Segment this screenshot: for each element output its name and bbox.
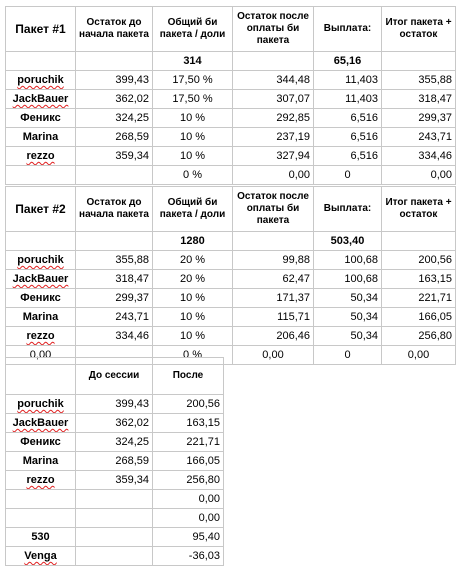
balance-after: 206,46	[233, 327, 314, 346]
before-session: 359,34	[76, 471, 153, 490]
balance-after: 327,94	[233, 147, 314, 166]
payout: 0	[314, 346, 382, 365]
balance-after: 344,48	[233, 71, 314, 90]
bi-share: 10 %	[153, 128, 233, 147]
table-row	[6, 414, 224, 433]
payout: 100,68	[314, 251, 382, 270]
before-session: 324,25	[76, 433, 153, 452]
after-session: 95,40	[153, 528, 224, 547]
packet2-title: Пакет #2	[6, 187, 76, 232]
balance-after: 307,07	[233, 90, 314, 109]
before-session	[76, 528, 153, 547]
packet2-total-bi: 1280	[153, 232, 233, 251]
packet2-header-total: Итог пакета + остаток	[382, 187, 456, 232]
player-name: poruchik	[6, 71, 76, 90]
after-session: 163,15	[153, 414, 224, 433]
total: 221,71	[382, 289, 456, 308]
payout: 6,516	[314, 128, 382, 147]
packet1-header-bi-share: Общий би пакета / доли	[153, 7, 233, 52]
player-name: poruchik	[6, 395, 76, 414]
packet2-header-row	[6, 187, 456, 232]
after-session: 166,05	[153, 452, 224, 471]
player-name: Феникс	[6, 109, 76, 128]
total: 0,00	[382, 166, 456, 185]
table-row	[6, 547, 224, 566]
table-row	[6, 308, 456, 327]
bi-share: 10 %	[153, 327, 233, 346]
balance-before: 399,43	[76, 71, 153, 90]
player-name: 0,00	[6, 346, 76, 365]
table-row	[6, 109, 456, 128]
table-row	[6, 71, 456, 90]
balance-after: 0,00	[233, 166, 314, 185]
player-name: Феникс	[6, 433, 76, 452]
table-row	[6, 490, 224, 509]
before-session: 399,43	[76, 395, 153, 414]
player-name: JackBauer	[6, 414, 76, 433]
total: 0,00	[382, 346, 456, 365]
total: 256,80	[382, 327, 456, 346]
bi-share: 0 %	[153, 166, 233, 185]
balance-after: 62,47	[233, 270, 314, 289]
total: 166,05	[382, 308, 456, 327]
payout: 50,34	[314, 308, 382, 327]
packet1-header-total: Итог пакета + остаток	[382, 7, 456, 52]
packet2-header-payout: Выплата:	[314, 187, 382, 232]
table-row	[6, 452, 224, 471]
player-name: Marina	[6, 308, 76, 327]
balance-after: 171,37	[233, 289, 314, 308]
bi-share: 17,50 %	[153, 90, 233, 109]
table-row	[6, 147, 456, 166]
bi-share: 10 %	[153, 109, 233, 128]
packet1-title: Пакет #1	[6, 7, 76, 52]
total: 334,46	[382, 147, 456, 166]
player-name: Marina	[6, 452, 76, 471]
balance-before: 355,88	[76, 251, 153, 270]
bi-share: 10 %	[153, 289, 233, 308]
player-name: Феникс	[6, 289, 76, 308]
balance-before: 268,59	[76, 128, 153, 147]
total: 163,15	[382, 270, 456, 289]
packet1-total-bi: 314	[153, 52, 233, 71]
before-session	[76, 547, 153, 566]
player-name: Venga	[6, 547, 76, 566]
packet1-header-balance-before: Остаток до начала пакета	[76, 7, 153, 52]
table-row	[6, 528, 224, 547]
payout: 6,516	[314, 147, 382, 166]
balance-after: 99,88	[233, 251, 314, 270]
packet2-header-balance-before: Остаток до начала пакета	[76, 187, 153, 232]
balance-before: 359,34	[76, 147, 153, 166]
total: 243,71	[382, 128, 456, 147]
session-header-row	[6, 358, 224, 395]
total: 318,47	[382, 90, 456, 109]
after-session: 221,71	[153, 433, 224, 452]
payout: 11,403	[314, 90, 382, 109]
balance-before	[76, 166, 153, 185]
packet1-summary-row	[6, 52, 456, 71]
player-name	[6, 490, 76, 509]
payout: 6,516	[314, 109, 382, 128]
packet2-header-bi-share: Общий би пакета / доли	[153, 187, 233, 232]
payout: 50,34	[314, 289, 382, 308]
after-session: -36,03	[153, 547, 224, 566]
balance-after: 0,00	[233, 346, 314, 365]
payout: 100,68	[314, 270, 382, 289]
bi-share: 17,50 %	[153, 71, 233, 90]
packet2-payout-total: 503,40	[314, 232, 382, 251]
player-name: rezzo	[6, 147, 76, 166]
balance-before: 318,47	[76, 270, 153, 289]
table-row	[6, 471, 224, 490]
before-session	[76, 509, 153, 528]
player-name	[6, 166, 76, 185]
packet2-summary-row	[6, 232, 456, 251]
balance-before: 334,46	[76, 327, 153, 346]
balance-before: 299,37	[76, 289, 153, 308]
player-name: 530	[6, 528, 76, 547]
packet2-header-balance-after: Остаток после оплаты би пакета	[233, 187, 314, 232]
after-session: 0,00	[153, 490, 224, 509]
payout: 0	[314, 166, 382, 185]
after-session: 200,56	[153, 395, 224, 414]
session-header-after: После	[153, 358, 224, 395]
payout: 50,34	[314, 327, 382, 346]
table-row	[6, 166, 456, 185]
packet1-header-balance-after: Остаток после оплаты би пакета	[233, 7, 314, 52]
packet1-table	[5, 6, 456, 185]
payout: 11,403	[314, 71, 382, 90]
total: 200,56	[382, 251, 456, 270]
player-name: JackBauer	[6, 270, 76, 289]
bi-share: 20 %	[153, 270, 233, 289]
session-header-empty	[6, 358, 76, 395]
total: 355,88	[382, 71, 456, 90]
before-session: 362,02	[76, 414, 153, 433]
before-session: 268,59	[76, 452, 153, 471]
bi-share: 0 %	[153, 346, 233, 365]
player-name: rezzo	[6, 471, 76, 490]
table-row	[6, 251, 456, 270]
balance-after: 292,85	[233, 109, 314, 128]
after-session: 0,00	[153, 509, 224, 528]
balance-before: 362,02	[76, 90, 153, 109]
session-table	[5, 357, 224, 566]
after-session: 256,80	[153, 471, 224, 490]
player-name: Marina	[6, 128, 76, 147]
packet2-table	[5, 186, 456, 365]
packet1-header-row	[6, 7, 456, 52]
table-row	[6, 395, 224, 414]
bi-share: 20 %	[153, 251, 233, 270]
player-name: poruchik	[6, 251, 76, 270]
session-header-before: До сессии	[76, 358, 153, 395]
balance-after: 115,71	[233, 308, 314, 327]
table-row	[6, 327, 456, 346]
packet1-payout-total: 65,16	[314, 52, 382, 71]
table-row	[6, 509, 224, 528]
total: 299,37	[382, 109, 456, 128]
balance-before: 324,25	[76, 109, 153, 128]
before-session	[76, 490, 153, 509]
table-row	[6, 289, 456, 308]
player-name: rezzo	[6, 327, 76, 346]
table-row	[6, 270, 456, 289]
table-row	[6, 90, 456, 109]
player-name	[6, 509, 76, 528]
table-row	[6, 433, 224, 452]
packet1-header-payout: Выплата:	[314, 7, 382, 52]
balance-after: 237,19	[233, 128, 314, 147]
bi-share: 10 %	[153, 147, 233, 166]
bi-share: 10 %	[153, 308, 233, 327]
table-row	[6, 128, 456, 147]
balance-before: 243,71	[76, 308, 153, 327]
player-name: JackBauer	[6, 90, 76, 109]
